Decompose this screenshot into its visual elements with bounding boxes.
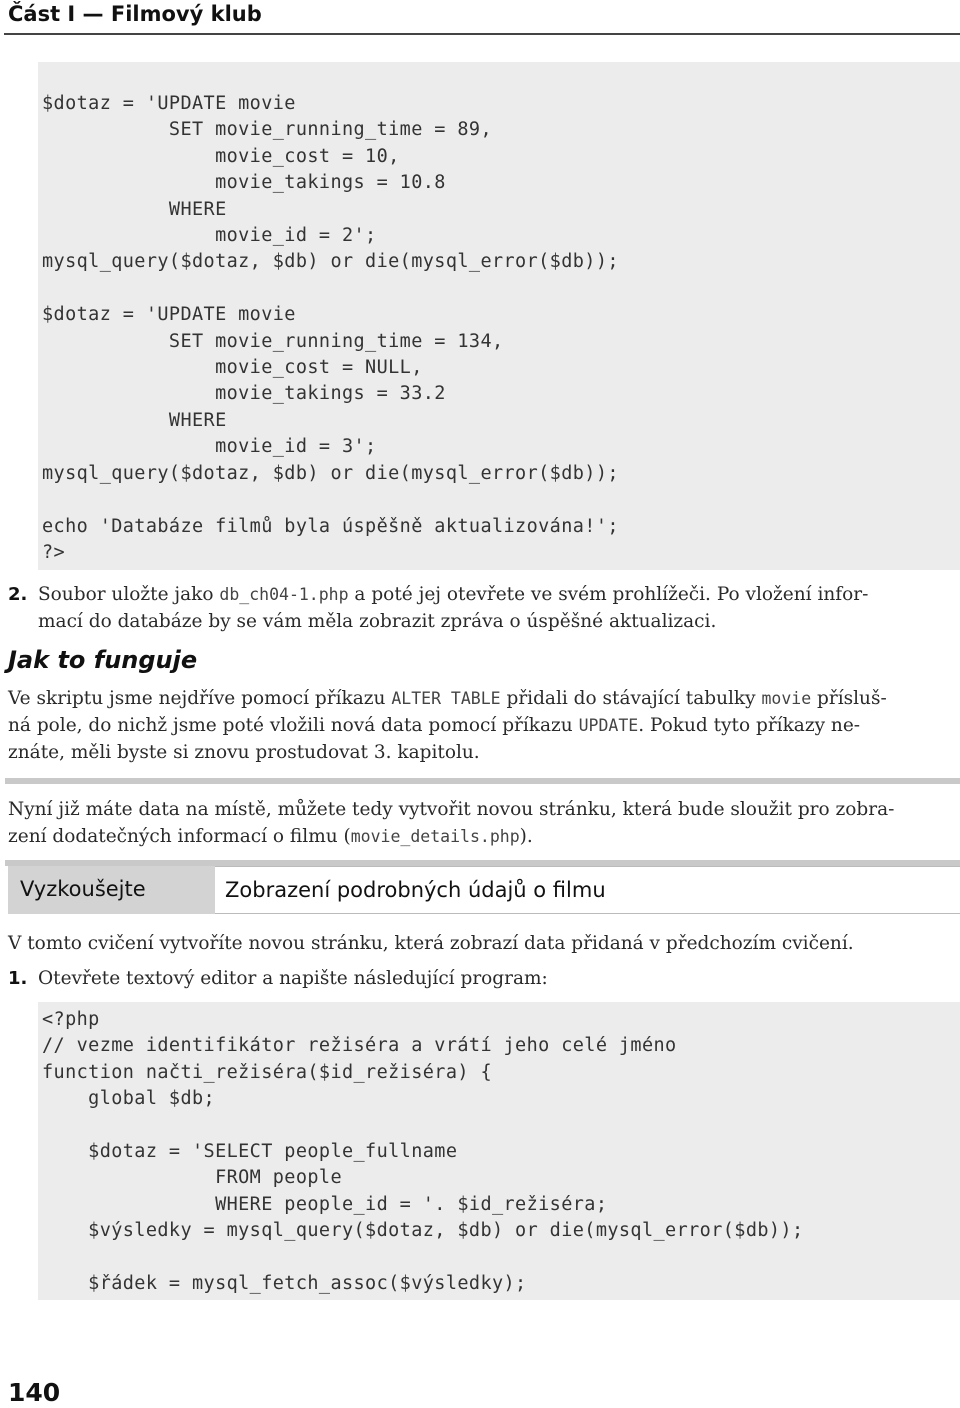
code-block-php (38, 1002, 960, 1300)
details-filename-code: movie_details.php (350, 827, 520, 846)
running-header: Část I — Filmový klub (8, 2, 262, 26)
how-line-2: ná pole, do nichž jsme poté vložili nová data pomocí příkazu UPDATE. Pokud tyto příkazy ne- (8, 715, 861, 736)
alter-table-code: ALTER TABLE (391, 689, 501, 708)
step-2-line-2: mací do databáze by se vám měla zobrazit zpráva o úspěšné aktualizaci. (38, 611, 717, 632)
code-listing-php: <?php // vezme identifikátor režiséra a vrátí jeho celé jméno function načti_režiséra($id_režiséra) { global $db; $dotaz = 'SELECT people_fullname FROM people WHERE people_id = '. $id_režiséra; $výsledky = mysql_query($dotaz, $db) or die(mysql_error($db)); $řádek = mysql_fetch_assoc($výsledky); (42, 1009, 804, 1295)
intro-paragraph (8, 796, 960, 850)
section-separator-top (5, 778, 960, 784)
intro-line-1: Nyní již máte data na místě, můžete tedy vytvořit novou stránku, která bude sloužit pro zobra- (8, 799, 895, 820)
code-listing-update: $dotaz = 'UPDATE movie SET movie_running_time = 89, movie_cost = 10, movie_takings = 10.8 WHERE movie_id = 2'; mysql_query($dotaz, $db) or die(mysql_error($db)); $dotaz = 'UPDATE movie SET movie_running_time = 134, movie_cost = NULL, movie_takings = 33.2 WHERE movie_id = 3'; mysql_query($dotaz, $db) or die(mysql_error($db)); echo 'Databáze filmů byla úspěšně aktualizována!'; ?> (42, 93, 619, 563)
section-heading-how-it-works: Jak to funguje (8, 646, 198, 674)
step-1-number: 1. (8, 968, 28, 989)
header-rule (4, 33, 960, 35)
filename-code: db_ch04-1.php (219, 585, 349, 604)
movie-table-code: movie (761, 689, 812, 708)
how-line-1: Ve skriptu jsme nejdříve pomocí příkazu ALTER TABLE přidali do stávající tabulky movie přísluš- (8, 688, 887, 709)
how-it-works-paragraph (8, 685, 960, 766)
step-1-text: Otevřete textový editor a napište následující program: (38, 968, 548, 989)
intro-line-2: zení dodatečných informací o filmu (movie_details.php). (8, 826, 533, 847)
page-number: 140 (8, 1378, 61, 1407)
try-it-label: Vyzkoušejte (8, 866, 215, 914)
try-it-title: Zobrazení podrobných údajů o filmu (215, 866, 960, 914)
how-line-3: znáte, měli byste si znovu prostudovat 3. kapitolu. (8, 742, 480, 763)
try-intro-paragraph: V tomto cvičení vytvoříte novou stránku, která zobrazí data přidaná v předchozím cvičení. (8, 933, 854, 954)
step-1-paragraph (8, 965, 960, 992)
update-code: UPDATE (578, 716, 639, 735)
step-2-paragraph (8, 581, 960, 635)
code-block-update (38, 62, 960, 570)
step-2-number: 2. (8, 584, 28, 605)
step-2-line-1: 2. Soubor uložte jako db_ch04-1.php a poté jej otevřete ve svém prohlížeči. Po vložení infor- (8, 581, 960, 608)
